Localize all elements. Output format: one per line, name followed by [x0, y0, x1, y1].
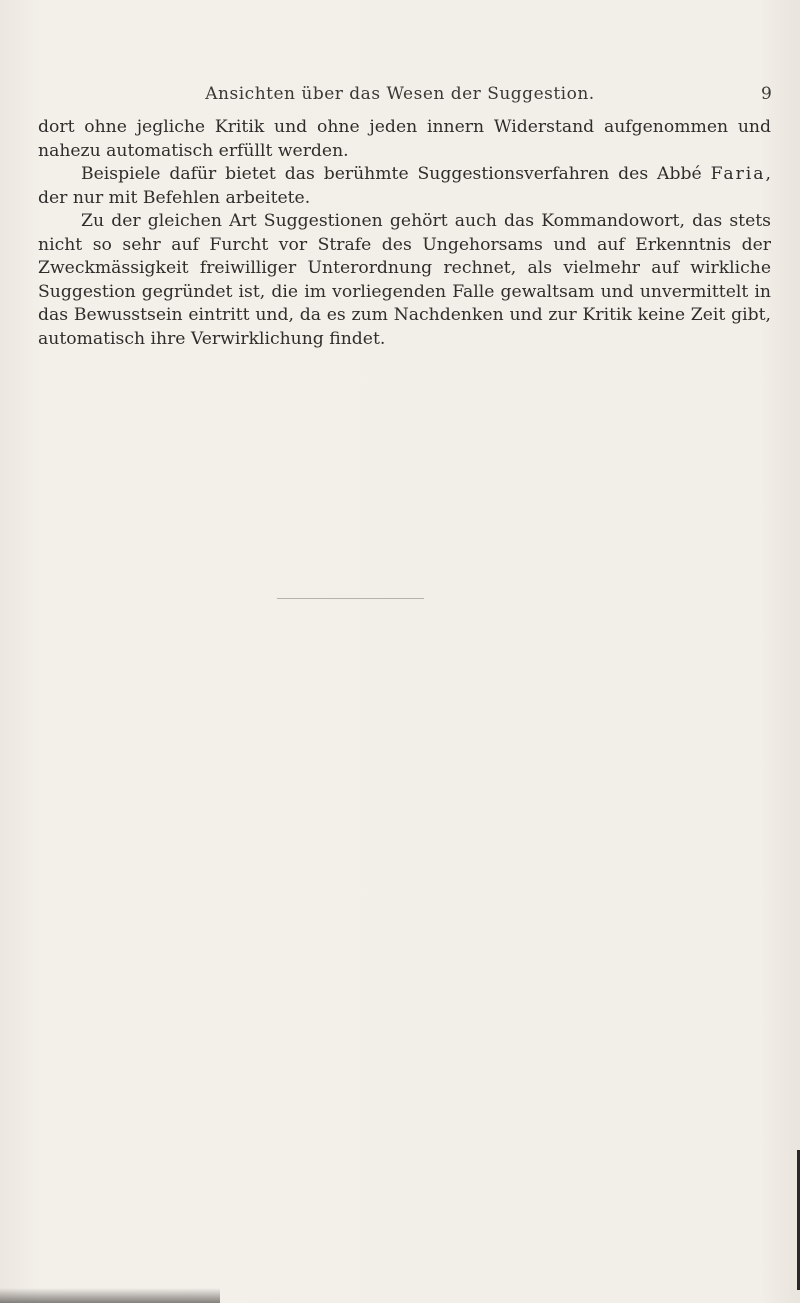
body-text	[38, 116, 771, 351]
name-faria: Faria	[710, 164, 766, 184]
paragraph-1: dort ohne jegliche Kritik und ohne jeden innern Widerstand aufgenommen und nahezu automatisch erfüllt werden.	[38, 117, 771, 161]
divider-rule	[277, 598, 424, 599]
paragraph-2-tail: , der nur mit Befehlen arbeitete.	[38, 164, 771, 208]
paragraph-2-lead: Beispiele dafür bietet das berühmte Suggestionsverfahren des Abbé	[81, 164, 711, 184]
paragraph-2	[38, 163, 771, 210]
running-title: Ansichten über das Wesen der Suggestion.	[205, 84, 595, 104]
page-number: 9	[761, 84, 772, 104]
paragraph-3: Zu der gleichen Art Suggestionen gehört auch das Kommandowort, das stets nicht so sehr auf Furcht vor Strafe des Ungehorsams und auf Erkenntnis der Zweckmässigkeit freiwilliger Unterordnung rechnet, als vielmehr auf wirkliche Suggestion gegründet ist, die im vorliegenden Falle gewaltsam und unvermittelt in das Bewusstsein eintritt und, da es zum Nachdenken und zur Kritik keine Zeit gibt, automatisch ihre Verwirklichung findet.	[38, 211, 771, 349]
scan-shadow	[0, 1288, 220, 1303]
